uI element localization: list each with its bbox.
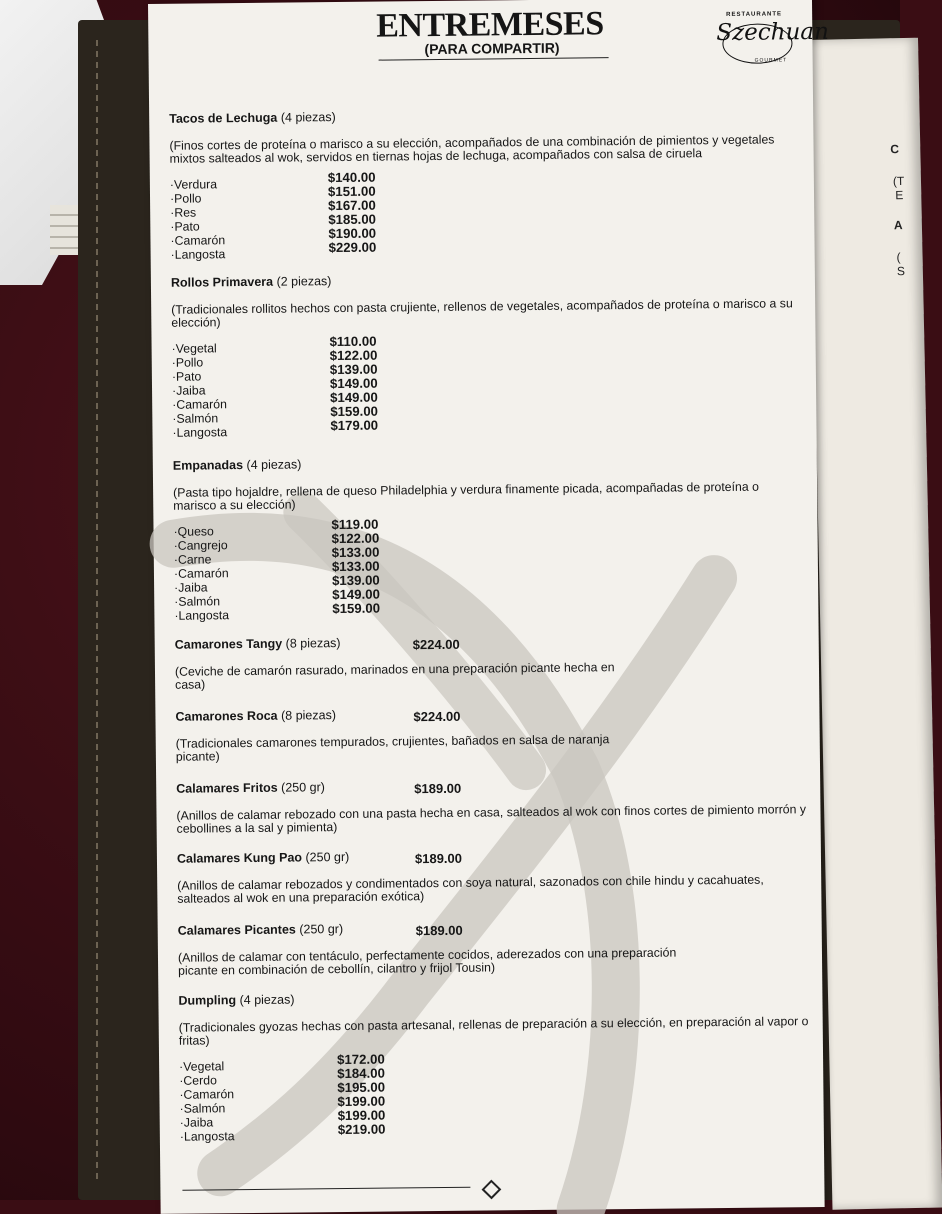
item-options: [170, 171, 801, 262]
option-name: ·Vegetal: [171, 341, 217, 356]
restaurant-logo: [716, 11, 829, 78]
item-description: (Anillos de calamar rebozado con una pasta hecha en casa, salteados al wok con finos cortes de pimiento morrón y cebollines a la sal y pimienta): [176, 802, 807, 836]
footer-divider: [182, 1187, 470, 1191]
peek-fragment: E: [895, 188, 904, 203]
item-name: Dumpling: [178, 993, 237, 1008]
option-price: $229.00: [328, 239, 377, 256]
option-price: $199.00: [337, 1107, 386, 1124]
item-options: [172, 335, 803, 440]
item-price: $224.00: [413, 708, 461, 725]
item-title: [173, 452, 803, 473]
item-title: [178, 987, 808, 1008]
item-description: (Ceviche de camarón rasurado, marinados en una preparación picante hecha en casa): [174, 660, 615, 692]
option-name: ·Pato: [171, 369, 202, 384]
item-description: (Pasta tipo hojaldre, rellena de queso Philadelphia y verdura finamente picada, acompañadas de proteína o marisco a su elección): [173, 479, 760, 513]
item-quantity: (8 piezas): [285, 636, 341, 651]
menu-item-camarones-tangy: [175, 631, 806, 692]
option-price: $122.00: [329, 347, 378, 364]
option-name: ·Pato: [170, 219, 200, 234]
option-price: $133.00: [331, 558, 380, 575]
option-name: ·Cerdo: [179, 1073, 217, 1088]
item-quantity: (250 gr): [305, 849, 350, 865]
diamond-ornament-icon: [482, 1180, 502, 1200]
item-name: Camarones Roca: [175, 708, 278, 724]
logo-top-text: RESTAURANTE: [726, 11, 783, 18]
option-name: ·Camarón: [172, 397, 227, 412]
item-quantity: (4 piezas): [280, 110, 336, 125]
page-subtitle: (PARA COMPARTIR): [424, 39, 560, 58]
peek-fragment: A: [893, 218, 903, 233]
option-name: ·Langosta: [170, 247, 226, 262]
option-price: $179.00: [330, 417, 379, 434]
adjacent-menu-page: [808, 38, 942, 1210]
item-name: Calamares Picantes: [177, 922, 296, 938]
option-price: $159.00: [330, 403, 379, 420]
item-name: Calamares Fritos: [176, 780, 278, 796]
item-name: Rollos Primavera: [170, 274, 274, 290]
item-title: [175, 703, 805, 724]
item-quantity: (4 piezas): [239, 992, 295, 1008]
option-price: $122.00: [331, 530, 380, 547]
item-description: (Tradicionales gyozas hechas con pasta artesanal, rellenas de preparación a su elección, en preparación al vapor o fritas): [178, 1014, 809, 1048]
option-price: $199.00: [337, 1093, 386, 1110]
option-name: ·Langosta: [174, 608, 230, 623]
item-name: Camarones Tangy: [174, 636, 283, 652]
option-price: $149.00: [332, 586, 380, 603]
item-price: $189.00: [414, 780, 462, 797]
option-price: $184.00: [337, 1065, 385, 1082]
menu-item-rollos-primavera: [171, 269, 803, 440]
option-name: ·Langosta: [172, 425, 228, 440]
option-name: ·Jaiba: [171, 383, 206, 398]
option-price: $139.00: [329, 361, 378, 378]
option-name: ·Carne: [173, 552, 212, 567]
option-price: $110.00: [329, 333, 377, 350]
option-name: ·Salmón: [172, 411, 219, 426]
option-price: $149.00: [330, 389, 378, 406]
option-price: $167.00: [328, 197, 376, 214]
option-price: $219.00: [337, 1121, 386, 1138]
option-name: ·Salmón: [174, 594, 221, 609]
item-quantity: (250 gr): [281, 780, 325, 795]
item-options: [173, 518, 804, 623]
logo-script-text: Szechuan: [716, 18, 829, 47]
option-price: $185.00: [328, 211, 377, 228]
item-name: Tacos de Lechuga: [169, 110, 278, 126]
item-title: [169, 105, 799, 126]
peek-fragment: (: [896, 250, 901, 265]
option-price: $172.00: [336, 1051, 385, 1068]
item-quantity: (4 piezas): [246, 457, 302, 472]
page-title: ENTREMESES: [376, 5, 604, 45]
item-quantity: (250 gr): [299, 922, 344, 937]
option-name: ·Jaiba: [174, 580, 208, 595]
option-name: ·Pollo: [169, 191, 202, 206]
option-price: $133.00: [331, 544, 380, 561]
option-name: ·Camarón: [179, 1087, 235, 1102]
option-price: $151.00: [327, 183, 376, 200]
option-price: $149.00: [329, 375, 378, 392]
item-title: [175, 631, 805, 652]
item-title: [171, 269, 801, 290]
item-options: [179, 1053, 810, 1144]
item-description: (Anillos de calamar con tentáculo, perfectamente cocidos, aderezados con una preparación picante en combinación de cebollín, cilantro y frijol Tousin): [177, 945, 677, 978]
option-name: ·Queso: [173, 524, 214, 539]
option-price: $195.00: [337, 1079, 386, 1096]
logo-bottom-text: GOURMET: [754, 57, 788, 64]
option-name: ·Cangrejo: [173, 538, 228, 553]
peek-fragment: C: [890, 142, 900, 157]
item-description: (Tradicionales camarones tempurados, crujientes, bañados en salsa de naranja picante): [175, 732, 610, 764]
item-price: $224.00: [412, 636, 460, 653]
option-name: ·Pollo: [171, 355, 204, 370]
option-price: $140.00: [327, 169, 376, 186]
item-price: $189.00: [415, 922, 463, 939]
option-name: ·Langosta: [179, 1129, 235, 1144]
menu-item-calamares-kung-pao: [177, 845, 808, 906]
item-quantity: (2 piezas): [276, 274, 332, 289]
item-quantity: (8 piezas): [280, 708, 337, 723]
peek-fragment: (T: [892, 174, 905, 189]
option-name: ·Res: [170, 205, 197, 220]
option-name: ·Vegetal: [179, 1059, 225, 1074]
menu-item-dumpling: [178, 987, 810, 1144]
menu-item-camarones-roca: [175, 703, 806, 764]
item-title: [177, 845, 807, 866]
menu-page: [148, 0, 829, 1214]
option-name: ·Jaiba: [179, 1115, 214, 1130]
item-description: (Finos cortes de proteína o marisco a su elección, acompañados de una combinación de pimientos y vegetales mixtos salteados al wok, servidos en tiernas hojas de lechuga, acompañados con salsa de ciruela: [169, 132, 775, 166]
menu-item-empanadas: [173, 452, 805, 623]
item-title: [178, 917, 808, 938]
item-price: $189.00: [414, 850, 463, 867]
item-name: Calamares Kung Pao: [176, 850, 303, 866]
item-description: (Anillos de calamar rebozados y condimentados con soya natural, sazonados con chile hindu y cacahuates, salteados al wok en una preparación exótica): [177, 872, 764, 906]
menu-item-calamares-fritos: [176, 775, 807, 836]
item-title: [176, 775, 806, 796]
option-name: ·Camarón: [170, 233, 226, 248]
item-description: (Tradicionales rollitos hechos con pasta crujiente, rellenos de vegetales, acompañados de proteína o marisco a su elección): [171, 296, 793, 330]
option-price: $119.00: [331, 516, 379, 533]
option-name: ·Verdura: [169, 177, 218, 192]
item-name: Empanadas: [172, 458, 244, 473]
option-name: ·Salmón: [179, 1101, 226, 1116]
option-price: $159.00: [332, 600, 381, 617]
option-name: ·Camarón: [173, 566, 229, 581]
option-price: $139.00: [331, 572, 380, 589]
menu-item-tacos-de-lechuga: [169, 105, 801, 262]
option-price: $190.00: [328, 225, 377, 242]
menu-item-calamares-picantes: [178, 917, 809, 978]
peek-fragment: S: [896, 264, 906, 279]
folder-stitching: [96, 40, 98, 1180]
header-divider: [379, 57, 609, 60]
